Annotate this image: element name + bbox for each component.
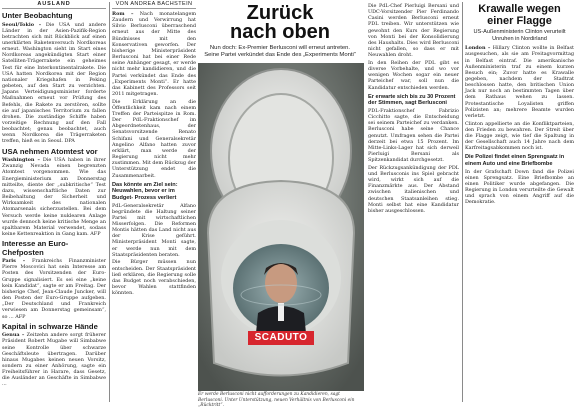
paragraph: In den Reihen der PDL gibt es diverse Vorbehalte, und wo vor wenigen Wochen sogar ein neuer Parteichef war, soll nun die Kandidatur entschieden werden. [368, 59, 459, 91]
paragraph: Die Bürger müssen nun entscheiden. Der Staatspräsident ließ erklären, die Regierung solle das Budget noch verabschieden, bevor Wahlen stattfinden könnten. [112, 259, 196, 297]
article-title: USA nehmen Atomtest vor [2, 146, 98, 156]
subhead: Das könnte am Ziel sein: Neuwahlen, bevor er im Budget- Prozess verliert [112, 181, 178, 201]
article-body: Genua – Zeitzehn andere sorgt früherer Präsident Robert Mugabe will Simbabwe seine Kontrolle über schwarze Geschäftsleute übertragen. Darüber hinaus Mugabes keinen neuen Vorsitz, sondern zu einer Anhörung, sagte ein Freiheitsführer in Harare, dass Gesetz, die Ausländer an Geschäfte in Simbabwe ... [2, 332, 107, 388]
subhead: Die Polizei findet einen Sprengsatz in einem Auto und eine Briefbombe [465, 154, 565, 167]
lead-paragraph: Rom – Nach monatelangem Zaudern und Verwirrung hat Silvio Berlusconi überraschend erneut aus der Mitte des Bündnisses mit den Konservativen geworfen. Der bisherige Ministerpräsident Berlusconi hat bei einer Rede seine Anhänger gesagt, er werde nicht mehr kandidieren, und die Partei verkündet das Ende des „Experiments Monti“. Er hatte das Kabinett des Professors seit 2011 mitgetragen. [112, 11, 196, 98]
article-title: Interesse an Euro-Chefposten [2, 239, 69, 257]
midleft-column [112, 0, 196, 404]
article-body: Seoul/Tokio – Die USA und andere Länder in der Asien-Pazifik-Region betrachten sich mit Rückblick auf einen unerklärten Raketenversuch Nordkoreas erneut. Washington sieht im Start eines Nordkoreas angekündigten Start einer Satelliten-Trägerrakete ein geheimes Test für eine Interkontinentalrakete. Die USA hatten Nordkorea mit der Region nationaler Kriegshafen in Peking gebeten, auf den Start zu verzichten. Japans Verteidigungsminister forderte Maßnahmen erneut vor Prüfung des Befehls, die Rakete zu zerstören, sollte sie auf japanisches Territorium zu fallen drohen. Die zuständige Schiffe haben vorzeitige Rechnung auf den Fall beobachtet; genau beobachtet, auch wenn Nordkorea die Trägerraketen treffen, hieß es in Seoul. DPA [2, 21, 107, 145]
article-title: Unter Beobachtung [2, 11, 73, 20]
column-rule [462, 2, 463, 402]
paragraph: Die Erklärung an die Öffentlichkeit kam nach einem Treffen der Parteispitze in Rom. Der PdL-Fraktionschef im Abgeordnetenhaus, der Senatsvorsitzende Renato Schifani und Generalsekretär Angelino Alfano hatten zuvor erklärt, man werde der Regierung nicht mehr zustimmen. Mit dem Rückzug der Unterstützung endet die Zusammenarbeit. [112, 98, 196, 179]
paragraph: London – Hillary Clinton wollte in Belfast ausgesuchen, als sie am Freitagvormittag in Belfast eintraf. Die amerikanische Außenministerin traf zu einem kurzen Besuch ein; Zuvor hatte es Krawalle gegeben, nachdem der Stadtrat beschlossen hatte, den britischen Union Jack nur noch an bestimmten Tagen über dem Rathaus wehen zu lassen. Protestantische Loyalisten griffen Polizisten an; mehrere Beamte wurden verletzt. [465, 45, 574, 119]
byline: VON ANDREA BACHSTEIN [112, 0, 196, 9]
scaduto-label: SCADUTO [248, 331, 314, 345]
paragraph: In der Grafschaft Down fand die Polizei einen Sprengsatz. Eine Briefbombe an einen Politiker wurde abgefangen. Die Regierung in London verurteilte die Gewalt und sprach von einem Angriff auf die Demokratie. [465, 168, 574, 206]
article-body: Washington – Die USA haben in ihrer Zwanzig Nevada einen begrenzten Atomtest vorgenommen. Wie das Energieministerium am Donnerstag mitteilte, diente der „subkritische“ Test dazu, wissenschaftliche Daten zur Beibehaltung der Sicherheit und Wirksamkeit des nationalen Atomarsenals sicherzustellen. Bei dem Versuch werde keine nuklearen Anlage wurde dennoch keine kritische Menge an spaltbarem Material verwendet, sodass keine Kettenreaktion in Gang kam. AFP [2, 157, 106, 237]
photo-caption: Er werde Berlusconi nicht aufforderungen zu Kandidieren, sagt Berlusconi. Unter Unterstützung, neuen Verhältnis von Berlusconi ein „Rücktritt“. [198, 392, 355, 409]
photo-toilet [198, 63, 364, 391]
midright-column [368, 0, 459, 404]
left-column [2, 0, 106, 404]
paragraph: Clinton appellierte an die Konfliktparteien, den Frieden zu bewahren. Der Streit über die Flagge zeigt, wie tief die Spaltung in der Gesellschaft auch 14 Jahre nach dem Karfreitagsabkommen noch ist. [465, 120, 574, 152]
article-unter-beobachtung [2, 12, 106, 145]
deck: Nun doch: Ex-Premier Berlusconi will erneut antreten. Seine Partei verkündet das Ende des „Experiments Monti“ [204, 45, 356, 58]
headline: Zurück nach oben [229, 2, 330, 43]
right-column [465, 0, 574, 404]
article-kapital [2, 323, 106, 388]
article-title: Kapital in schwarze Hände [2, 321, 98, 331]
article-euro-chefposten [2, 240, 106, 320]
center-headline-block [196, 0, 364, 59]
subhead: Er erwarte sich bis zu 30 Prozent der Stimmen, sagt Berlusconi [368, 93, 456, 107]
section-label: AUSLAND [2, 0, 106, 9]
deck: US-Außenministerin Clinton verurteilt Unruhen in Nordirland [473, 29, 566, 42]
column-rule [109, 2, 110, 402]
paragraph: PdL-Generalsekretär Alfano begründete die Haltung seiner Partei mit wirtschaftlichen Misserfolgen. Die Reformen Montis hätten das Land nicht aus der Krise geführt. Ministerpräsident Monti sagte, er werde nun mit dem Staatspräsidenten beraten. [112, 202, 196, 258]
headline: Krawalle wegen einer Flagge [478, 3, 561, 27]
article-body: Paris – Frankreichs Finanzminister Pierre Moscovici hat sein Interesse am Posten des Vorsitzenden der Euro-Gruppe signalisiert. Es sei eine „keine kein Kandidat“, sagte er am Freitag. Der bisherige Chef, Jean-Claude Juncker, will den Posten der Euro-Gruppe aufgeben. „Der Deutschland und Frankreich verwiesen am Donnerstag gemeinsam“, so ... AFP [2, 258, 106, 320]
article-usa-atomtest [2, 148, 106, 238]
paragraph: Die PdL-Chef Pierluigi Bersani und UDC-Vorsitzender Pier Ferdinando Casini werden Berlusconi erneut PDL treiben. Wir unterstützen wie gewohnt den Kurs der Regierung von Monti bei der Konsolidierung des Haushalts. Dies wird Berlusconi nicht gefallen, so dass er mit Neuwahlen droht. [368, 3, 459, 59]
paragraph: PDL-Fraktionschef Fabrizio Cicchitto sagte, die Entscheidung sei seinem Parteichef zu verdanken. Berlusconi habe seine Chance genutzt. Umfragen sehen die Partei derzeit bei etwa 15 Prozent. Im Mitte-Links-Lager hat sich derweil Pierluigi Bersani als Spitzenkandidat durchgesetzt. [368, 107, 459, 164]
paragraph: Der Rückzugsankündigung der PDL und Berlusconis ins Spiel gebracht wird, wirkt sich auf die Finanzmärkte aus. Der Abstand zwischen italienischen und deutschen Staatsanleihen stieg. Monti selbst hat eine Kandidatur bisher ausgeschlossen. [368, 164, 459, 214]
